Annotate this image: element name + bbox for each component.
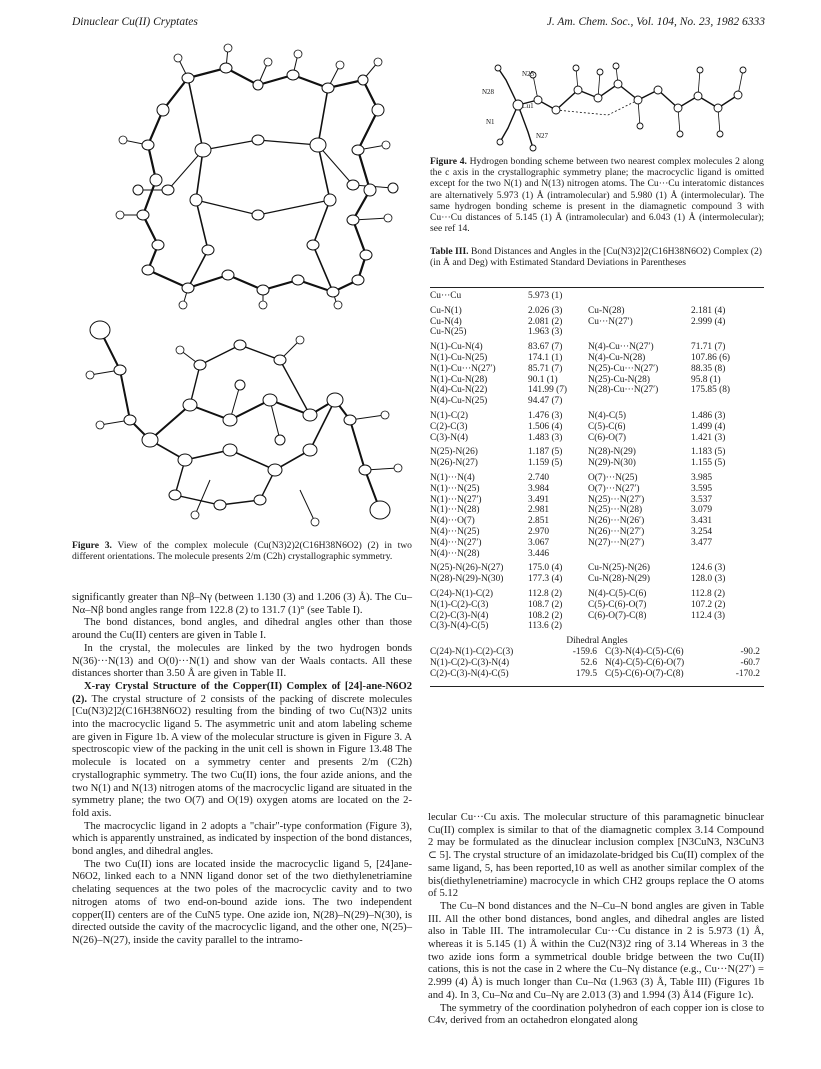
running-head-journal: J. Am. Chem. Soc., Vol. 104, No. 23, 1982 6333: [546, 16, 765, 28]
label-n27: N27: [536, 132, 549, 140]
table-cell: 1.421 (3): [691, 432, 726, 443]
table-cell: 2.999 (4): [691, 316, 726, 327]
table-cell: N(1)-C(2)-C(3)-N(4): [430, 657, 510, 668]
table-cell: 1.483 (3): [528, 432, 563, 443]
table-cell: 1.159 (5): [528, 458, 563, 469]
table-row: [430, 306, 764, 317]
table-cell: C(24)-N(1)-C(2)-C(3): [430, 647, 514, 658]
table-row: [430, 647, 764, 658]
table-cell: N(26)-N(27): [430, 458, 478, 469]
left-text-column: [72, 592, 412, 948]
table-3-label: Table III.: [430, 246, 469, 257]
table-cell: N(29)-N(30): [588, 458, 636, 469]
table-cell: C(2)-C(3): [430, 421, 468, 432]
figure-4-hydrogen-bond-scheme: [478, 60, 768, 152]
table-cell: Cu···N(27′): [588, 316, 633, 327]
table-cell: 1.499 (4): [691, 421, 726, 432]
label-n1: N1: [486, 118, 495, 126]
table-cell: O(7)···N(27′): [588, 483, 640, 494]
table-cell: N(4)···N(27′): [430, 537, 482, 548]
table-cell: 1.486 (3): [691, 410, 726, 421]
table-cell: 3.067: [528, 537, 550, 548]
left-paragraph-5: The macrocyclic ligand in 2 adopts a "chair"-type conformation (Figure 3), which is apparently unstrained, as indicated by inspection of the bond distances, bond angles, and dihedral angles.: [72, 820, 412, 858]
table-cell: 2.970: [528, 526, 550, 537]
table-cell: Cu-N(28)-N(29): [588, 574, 650, 585]
table-cell: 177.3 (4): [528, 574, 563, 585]
table-cell: Cu-N(25): [430, 327, 467, 338]
figure-4-caption: [430, 156, 764, 234]
table-cell: 2.026 (3): [528, 305, 563, 316]
table-cell: N(28)-N(29): [588, 447, 636, 458]
table-cell: C(2)-C(3)-N(4): [430, 610, 489, 621]
table-cell: N(28)-N(29)-N(30): [430, 574, 504, 585]
table-cell: 52.6: [580, 657, 597, 668]
table-row: [430, 538, 764, 549]
table-cell: N(4)-Cu···N(27′): [588, 342, 654, 353]
left-paragraph-4-text: The crystal structure of 2 consists of the packing of discrete molecules [Cu(N3)2]2(C16H38N6O2) resulting from the binding of two Cu(N3)2 units into the macrocyclic ligand 5. The asymmetric unit and atom labeling scheme are given in Figure 1b. A view of the molecular structure is given in Figure 3. A spectroscopic view of the packing in the unit cell is shown in Figure 13.48 The molecule is located on a symmetry center and presents 2/m (C2h) crystallographic symmetry. The two Cu(II) ions, the four azide anions, and the two N(1) and N(13) nitrogen atoms of the macrocyclic ligand are situated in the symmetry plane; the two O(7) and O(19) oxygen atoms are located on the 2-fold axis.: [72, 693, 412, 819]
table-cell: [691, 291, 761, 302]
table-cell: N(25)···N(27′): [588, 494, 645, 505]
table-cell: N(1)···N(27′): [430, 494, 482, 505]
table-cell: 85.71 (7): [528, 363, 563, 374]
table-3-title: [430, 246, 764, 268]
table-cell: -159.6: [572, 647, 597, 658]
table-row: [430, 396, 764, 407]
label-n25: N25: [522, 70, 535, 78]
table-cell: Cu-N(1): [430, 305, 462, 316]
table-cell: N(4)···N(28): [430, 548, 480, 559]
table-cell: 128.0 (3): [691, 574, 726, 585]
table-cell: N(1)-Cu-N(25): [430, 352, 488, 363]
table-cell: N(1)-Cu-N(4): [430, 342, 483, 353]
table-cell: 3.595: [691, 483, 713, 494]
table-row: [430, 375, 764, 386]
table-cell: 3.985: [691, 472, 713, 483]
table-cell: 113.6 (2): [528, 621, 563, 632]
table-cell: 1.506 (4): [528, 421, 563, 432]
table-cell: N(1)···N(28): [430, 505, 480, 516]
table-cell: C(2)-C(3)-N(4)-C(5): [430, 668, 509, 679]
table-cell: 2.081 (2): [528, 316, 563, 327]
table-row: [430, 527, 764, 538]
table-cell: N(25)-Cu-N(28): [588, 374, 650, 385]
table-bottom-rule: [430, 686, 764, 687]
left-paragraph-3: In the crystal, the molecules are linked by the two hydrogen bonds N(36)···N(13) and O(0)···N(1) and show van der Waals contacts. All these distances shorter than 3.50 Å are given in Table II.: [72, 642, 412, 680]
table-cell: 3.254: [691, 526, 713, 537]
table-row: [430, 589, 764, 600]
table-row: [430, 473, 764, 484]
left-paragraph-4: [72, 681, 412, 821]
figure-3-caption-label: Figure 3.: [72, 540, 112, 551]
table-group: [430, 306, 764, 338]
table-cell: 1.155 (5): [691, 458, 726, 469]
table-row: [430, 458, 764, 469]
table-row: [430, 447, 764, 458]
table-cell: [691, 396, 761, 407]
table-row: [430, 516, 764, 527]
table-cell: 95.8 (1): [691, 374, 721, 385]
table-cell: [588, 291, 691, 302]
table-cell: 179.5: [575, 668, 597, 679]
table-row: [430, 484, 764, 495]
running-head-title: Dinuclear Cu(II) Cryptates: [72, 16, 198, 28]
table-cell: [588, 396, 691, 407]
table-group: [430, 589, 764, 632]
dihedral-heading: Dihedral Angles: [566, 636, 628, 647]
label-n28: N28: [482, 88, 495, 96]
table-cell: Cu-N(25)-N(26): [588, 563, 650, 574]
left-paragraph-6: The two Cu(II) ions are located inside the macrocyclic ligand 5, [24]ane-N6O2, linked each to a NNN ligand donor set of the two diethylenetriamine chelating sequences at the two poles of the macrocyclic cavity and to two nitrogen atoms of two end-on-bound azide ions. The two independent copper(II) centers are of the CuN5 type. One azide ion, N(28)–N(29)–N(30), is directed outside the cavity of the macrocyclic ligand, and the other one, N(25)–N(26)–N(27), inside the cavity parallel to the intramo-: [72, 858, 412, 946]
table-cell: 88.35 (8): [691, 363, 726, 374]
table-cell: 3.431: [691, 516, 713, 527]
table-cell: 2.740: [528, 472, 550, 483]
table-group: [430, 473, 764, 559]
table-cell: C(5)-C(6): [588, 421, 626, 432]
table-row: [430, 495, 764, 506]
table-cell: N(26)···N(27′): [588, 526, 645, 537]
table-cell: [691, 621, 761, 632]
table-group: [430, 291, 764, 302]
table-cell: N(4)-Cu-N(25): [430, 396, 488, 407]
table-group: [430, 447, 764, 469]
table-cell: N(25)-N(26)-N(27): [430, 563, 504, 574]
table-cell: [588, 549, 691, 560]
table-row: [430, 549, 764, 560]
table-cell: C(6)-O(7): [588, 432, 627, 443]
left-paragraph-2: The bond distances, bond angles, and dihedral angles other than those around the Cu(II) centers are given in Table I.: [72, 617, 412, 642]
table-cell: N(4)-Cu-N(22): [430, 385, 488, 396]
table-cell: 3.446: [528, 548, 550, 559]
table-cell: N(1)···N(4): [430, 472, 475, 483]
table-cell: N(4)···N(25): [430, 526, 480, 537]
table-cell: 108.2 (2): [528, 610, 563, 621]
table-cell: 71.71 (7): [691, 342, 726, 353]
table-cell: 3.491: [528, 494, 550, 505]
table-cell: N(1)-Cu-N(28): [430, 374, 488, 385]
table-row: [430, 574, 764, 585]
table-cell: C(5)-C(6)-O(7)-C(8): [605, 668, 684, 679]
figure-4-caption-text: Hydrogen bonding scheme between two nearest complex molecules 2 along the c axis in the crystallographic symmetry plane; the macrocyclic ligand is omitted except for the two N(1) and N(13) nitrogen atoms. The Cu···Cu interatomic distances are alternatively 5.973 (1) Å (intramolecular) and 5.980 (1) Å (intermolecular). The same hydrogen bonding scheme is present in the diamagnetic compound 3 with Cu···Cu distances of 5.145 (1) Å (intramolecular) and 6.043 (1) Å (intermolecular); see ref 14.: [430, 156, 764, 235]
table-row: [430, 621, 764, 632]
table-cell: [588, 621, 691, 632]
table-cell: C(3)-N(4)-C(5)-C(6): [605, 647, 684, 658]
figure-3-top-view: [108, 40, 408, 310]
right-text-column: [428, 812, 764, 1028]
table-cell: 2.181 (4): [691, 305, 726, 316]
table-cell: -170.2: [735, 668, 760, 679]
table-row: [430, 385, 764, 396]
table-cell: -90.2: [740, 647, 760, 658]
label-cu1: Cu1: [522, 102, 534, 110]
table-cell: N(4)-C(5)-C(6): [588, 588, 647, 599]
table-cell: 2.981: [528, 505, 550, 516]
table-3-body: [430, 291, 764, 684]
table-cell: 112.8 (2): [691, 588, 726, 599]
table-cell: [588, 327, 691, 338]
table-cell: 5.973 (1): [528, 291, 563, 301]
figure-3-caption: [72, 540, 412, 562]
table-cell: 3.984: [528, 483, 550, 494]
right-paragraph-3: The symmetry of the coordination polyhedron of each copper ion is close to C4v, derived from an octahedron elongated along: [428, 1002, 764, 1027]
table-3-title-text: Bond Distances and Angles in the [Cu(N3)2]2(C16H38N6O2) Complex (2) (in Å and Deg) with Estimated Standard Deviations in Parentheses: [430, 246, 762, 268]
table-cell: 112.8 (2): [528, 588, 563, 599]
table-row: [430, 600, 764, 611]
table-cell: C(3)-N(4): [430, 432, 469, 443]
table-cell: 3.477: [691, 537, 713, 548]
table-cell: [691, 327, 761, 338]
table-cell: N(26)···N(26′): [588, 516, 645, 527]
table-cell: N(4)-C(5)-C(6)-O(7): [605, 657, 685, 668]
table-row: [430, 669, 764, 680]
table-cell: 3.537: [691, 494, 713, 505]
table-row: [430, 364, 764, 375]
dihedral-group: [430, 647, 764, 679]
table-cell: N(1)···N(25): [430, 483, 480, 494]
table-cell: N(4)···O(7): [430, 516, 475, 527]
table-cell: 107.86 (6): [691, 352, 731, 363]
table-cell: C(6)-O(7)-C(8): [588, 610, 647, 621]
table-cell: 83.67 (7): [528, 342, 563, 353]
table-cell: N(1)-Cu···N(27′): [430, 363, 496, 374]
table-row: [430, 433, 764, 444]
table-row: [430, 505, 764, 516]
table-cell: 3.079: [691, 505, 713, 516]
table-group: [430, 342, 764, 407]
table-cell: 141.99 (7): [528, 385, 568, 396]
table-group: [430, 563, 764, 585]
figure-4-caption-label: Figure 4.: [430, 156, 467, 167]
table-cell: 94.47 (7): [528, 396, 563, 407]
table-cell: 175.85 (8): [691, 385, 731, 396]
table-cell: 1.963 (3): [528, 327, 563, 338]
table-cell: 90.1 (1): [528, 374, 558, 385]
table-row: [430, 342, 764, 353]
table-row: [430, 327, 764, 338]
table-cell: N(25)-N(26): [430, 447, 478, 458]
table-cell: N(25)···N(28): [588, 505, 643, 516]
table-cell: 174.1 (1): [528, 352, 563, 363]
table-cell: 124.6 (3): [691, 563, 726, 574]
table-cell: N(28)-Cu···N(27′): [588, 385, 659, 396]
table-cell: 107.2 (2): [691, 599, 726, 610]
table-row: [430, 291, 764, 302]
table-cell: N(4)-Cu-N(28): [588, 352, 646, 363]
table-cell: C(24)-N(1)-C(2): [430, 588, 494, 599]
figure-3-side-view: [80, 310, 410, 530]
table-row: [430, 563, 764, 574]
table-cell: C(5)-C(6)-O(7): [588, 599, 647, 610]
table-cell: C(3)-N(4)-C(5): [430, 621, 489, 632]
table-row: [430, 317, 764, 328]
table-cell: 112.4 (3): [691, 610, 726, 621]
table-cell: 175.0 (4): [528, 563, 563, 574]
section-heading: X-ray Crystal Structure of the Copper(II) Complex of [24]-ane-N6O2 (2).: [72, 680, 412, 705]
table-top-rule: [430, 287, 764, 288]
right-paragraph-2: The Cu–N bond distances and the N–Cu–N bond angles are given in Table III. All the other bond distances, bond angles, and dihedral angles are listed also in Table III. The intramolecular Cu···Cu distance in 2 is 5.973 (1) Å, whereas it is 5.145 (1) Å within the Cu2(N3)2 ring of 3.14 Whereas in 3 the two azide ions form a symmetrical double bridge between the two Cu(II) cations, this is not the case in 2 where the Cu–Nγ distance (e.g., Cu···N(27′) = 2.999 (4) Å) is much longer than Cu–Nα (1.963 (3) Å, Table III) (Figures 1b and 4). In 3, Cu–Nα and Cu–Nγ are 2.013 (3) and 1.994 (3) Å14 (Figure 1c).: [428, 900, 764, 1001]
table-cell: 1.183 (5): [691, 447, 726, 458]
table-cell: Cu···Cu: [430, 291, 462, 301]
table-cell: 108.7 (2): [528, 599, 563, 610]
table-cell: 2.851: [528, 516, 550, 527]
table-row: [430, 658, 764, 669]
table-cell: N(1)-C(2): [430, 410, 469, 421]
table-row: [430, 422, 764, 433]
table-row: [430, 611, 764, 622]
figure-3-caption-text: View of the complex molecule (Cu(N3)2)2(C16H38N6O2) (2) in two different orientations. The molecule presents 2/m (C2h) crystallographic symmetry.: [72, 540, 412, 563]
table-cell: N(25)-Cu···N(27′): [588, 363, 659, 374]
left-paragraph-1: significantly greater than Nβ–Nγ (between 1.130 (3) and 1.206 (3) Å). The Cu–Nα–Nβ bond angles range from 122.8 (2) to 131.7 (1)° (see Table I).: [72, 592, 412, 616]
table-cell: N(4)-C(5): [588, 410, 627, 421]
table-cell: 1.187 (5): [528, 447, 563, 458]
table-cell: N(27)···N(27′): [588, 537, 645, 548]
table-cell: N(1)-C(2)-C(3): [430, 599, 489, 610]
table-cell: [691, 549, 761, 560]
table-cell: -60.7: [740, 657, 760, 668]
table-group: [430, 411, 764, 443]
table-row: [430, 411, 764, 422]
table-cell: 1.476 (3): [528, 410, 563, 421]
table-row: [430, 353, 764, 364]
right-paragraph-1: lecular Cu···Cu axis. The molecular structure of this paramagnetic binuclear Cu(II) complex is similar to that of the diamagnetic complex 3.14 Compound 2 may be formulated as the dinuclear inclusion complex [N3CuN3, N3CuN3 ⊂ 5]. The crystal structure of an imidazolate-bridged bis Cu(II) complex of the same ligand, 5, has been reported,10 as well as another similar complex of the bis(diethylenetriamine) macrocycle in which CH2 groups replace the O atoms of 5.12: [428, 812, 764, 900]
table-cell: Cu-N(28): [588, 305, 625, 316]
table-cell: Cu-N(4): [430, 316, 462, 327]
table-cell: O(7)···N(25): [588, 472, 638, 483]
